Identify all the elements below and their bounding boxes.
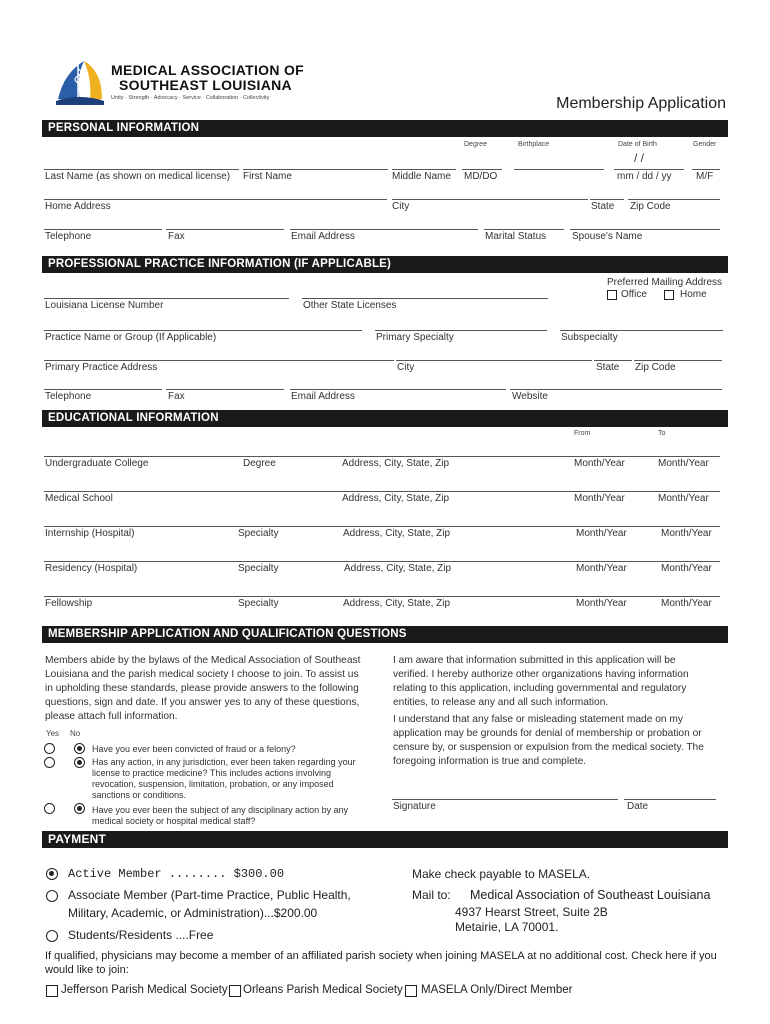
yes-label: Yes [46, 729, 60, 738]
section-bar-professional: PROFESSIONAL PRACTICE INFORMATION (IF APPLICABLE) [42, 256, 728, 273]
dob-format-label: mm / dd / yy [617, 171, 672, 182]
edu-from-month-label: Month/Year [574, 493, 625, 504]
students-radio[interactable] [46, 930, 58, 942]
practice-zip-line[interactable] [634, 360, 722, 361]
edu-to-month-label: Month/Year [661, 528, 712, 539]
understand-statement: I understand that any false or misleading statement made on my application may be grounds for denial of membership or probation or censure by, or suspension or expulsion from the medical society. The foregoing information is true and complete. [393, 714, 704, 767]
edu-line[interactable] [44, 526, 720, 527]
dob-separator: / / [634, 151, 645, 165]
home-email-line[interactable] [290, 229, 478, 230]
practice-zip-label: Zip Code [635, 362, 676, 373]
mail-to-label: Mail to: [412, 888, 451, 902]
middle-name-line[interactable] [392, 169, 456, 170]
practice-name-line[interactable] [44, 330, 362, 331]
practice-email-line[interactable] [290, 389, 506, 390]
active-member-radio[interactable] [46, 868, 58, 880]
degree-line[interactable] [462, 169, 502, 170]
other-licenses-line[interactable] [302, 298, 548, 299]
orleans-checkbox[interactable] [229, 985, 241, 997]
practice-fax-line[interactable] [166, 389, 284, 390]
first-name-line[interactable] [243, 169, 388, 170]
no-label: No [70, 729, 81, 738]
signature-label: Signature [393, 801, 436, 812]
practice-address-line[interactable] [44, 360, 394, 361]
practice-state-label: State [596, 362, 620, 373]
edu-row-label: Residency (Hospital) [45, 563, 138, 574]
edu-address-label: Address, City, State, Zip [342, 458, 450, 469]
section-bar-education: EDUCATIONAL INFORMATION [42, 410, 728, 427]
org-name-line1: MEDICAL ASSOCIATION OF [111, 62, 305, 78]
date-line[interactable] [624, 799, 716, 800]
dob-label: Date of Birth [618, 141, 657, 148]
edu-to-month-label: Month/Year [661, 598, 712, 609]
associate-member-radio[interactable] [46, 890, 58, 902]
students-option: Students/Residents ....Free [68, 928, 214, 942]
home-zip-label: Zip Code [630, 201, 671, 212]
degree-label: Degree [464, 141, 487, 148]
aware-statement: I am aware that information submitted in this application will be verified. I hereby authorize other organizations having information relating to this application, including governmental and regulatory entities, to release any and all such information. [393, 655, 689, 708]
home-address-line[interactable] [44, 199, 387, 200]
q3-no-radio[interactable] [74, 803, 85, 814]
orleans-label: Orleans Parish Medical Society [243, 984, 403, 996]
birthplace-label: Birthplace [518, 141, 550, 148]
edu-line[interactable] [44, 456, 720, 457]
home-address-label: Home Address [45, 201, 111, 212]
practice-address-label: Primary Practice Address [45, 362, 158, 373]
preferred-mailing-label: Preferred Mailing Address [607, 277, 723, 288]
q1-no-radio[interactable] [74, 743, 85, 754]
license-line[interactable] [44, 298, 289, 299]
marital-line[interactable] [484, 229, 564, 230]
subspecialty-label: Subspecialty [561, 332, 618, 343]
mail-org-name: Medical Association of Southeast Louisiana [470, 888, 711, 902]
q3-yes-radio[interactable] [44, 803, 55, 814]
masela-checkbox[interactable] [405, 985, 417, 997]
first-name-label: First Name [243, 171, 292, 182]
practice-city-label: City [397, 362, 415, 373]
website-line[interactable] [510, 389, 722, 390]
edu-row-label: Internship (Hospital) [45, 528, 135, 539]
logo-emblem-icon [54, 55, 106, 107]
question-3: Have you ever been the subject of any disciplinary action by any medical society or hospital medical staff? [92, 805, 349, 826]
website-label: Website [512, 391, 548, 402]
practice-city-line[interactable] [396, 360, 592, 361]
mddo-label: MD/DO [464, 171, 498, 182]
gender-label: Gender [693, 141, 717, 148]
edu-line[interactable] [44, 596, 720, 597]
practice-fax-label: Fax [168, 391, 185, 402]
logo [54, 55, 106, 107]
home-city-label: City [392, 201, 410, 212]
parish-note: If qualified, physicians may become a member of an affiliated parish society when joining MASELA at no additional cost. Check here if you would like to join: [45, 950, 717, 976]
jefferson-checkbox[interactable] [46, 985, 58, 997]
questions-intro: Members abide by the bylaws of the Medical Association of Southeast Louisiana and the parish medical society I choose to join. To assist us in upholding these standards, please provide answers to the following questions, sign and date. If you answer yes to any of these questions, please attach full information. [45, 655, 361, 722]
marital-label: Marital Status [485, 231, 547, 242]
home-email-label: Email Address [291, 231, 355, 242]
edu-row-label: Medical School [45, 493, 113, 504]
mailing-home-checkbox[interactable] [664, 290, 674, 300]
home-zip-line[interactable] [628, 199, 720, 200]
section-bar-personal: PERSONAL INFORMATION [42, 120, 728, 137]
edu-address-label: Address, City, State, Zip [344, 563, 452, 574]
date-label: Date [627, 801, 649, 812]
payable-note: Make check payable to MASELA. [412, 867, 591, 881]
edu-to-month-label: Month/Year [658, 458, 709, 469]
question-1: Have you ever been convicted of fraud or a felony? [92, 744, 296, 754]
edu-specialty-label: Specialty [238, 598, 279, 609]
edu-specialty-label: Specialty [238, 563, 279, 574]
q1-yes-radio[interactable] [44, 743, 55, 754]
mail-city: Metairie, LA 70001. [455, 920, 559, 934]
mf-label: M/F [696, 171, 714, 182]
edu-from-month-label: Month/Year [576, 528, 627, 539]
practice-telephone-label: Telephone [45, 391, 92, 402]
edu-from-label: From [574, 430, 591, 437]
spouse-label: Spouse's Name [572, 231, 643, 242]
edu-row-label: Undergraduate College [45, 458, 149, 469]
home-state-label: State [591, 201, 615, 212]
edu-from-month-label: Month/Year [576, 598, 627, 609]
edu-line[interactable] [44, 491, 720, 492]
home-telephone-label: Telephone [45, 231, 92, 242]
birthplace-line[interactable] [514, 169, 604, 170]
home-fax-line[interactable] [166, 229, 284, 230]
edu-degree-label: Degree [243, 458, 276, 469]
practice-telephone-line[interactable] [44, 389, 162, 390]
dob-line[interactable] [614, 169, 684, 170]
home-city-line[interactable] [392, 199, 588, 200]
mailing-office-label: Office [621, 289, 647, 300]
edu-address-label: Address, City, State, Zip [343, 528, 451, 539]
middle-name-label: Middle Name [392, 171, 451, 182]
masela-label: MASELA Only/Direct Member [421, 984, 573, 996]
primary-specialty-label: Primary Specialty [376, 332, 454, 343]
other-licenses-label: Other State Licenses [303, 300, 397, 311]
edu-to-month-label: Month/Year [658, 493, 709, 504]
last-name-line[interactable] [44, 169, 239, 170]
mailing-office-checkbox[interactable] [607, 290, 617, 300]
primary-specialty-line[interactable] [375, 330, 547, 331]
form-title: Membership Application [556, 95, 726, 112]
practice-email-label: Email Address [291, 391, 355, 402]
edu-from-month-label: Month/Year [574, 458, 625, 469]
mail-street: 4937 Hearst Street, Suite 2B [455, 905, 608, 919]
edu-address-label: Address, City, State, Zip [342, 493, 450, 504]
section-bar-payment: PAYMENT [42, 831, 728, 848]
home-fax-label: Fax [168, 231, 185, 242]
practice-name-label: Practice Name or Group (If Applicable) [45, 332, 217, 343]
jefferson-label: Jefferson Parish Medical Society [61, 984, 228, 996]
section-bar-questions: MEMBERSHIP APPLICATION AND QUALIFICATION QUESTIONS [42, 626, 728, 643]
home-telephone-line[interactable] [44, 229, 162, 230]
edu-specialty-label: Specialty [238, 528, 279, 539]
q2-no-radio[interactable] [74, 757, 85, 768]
edu-line[interactable] [44, 561, 720, 562]
last-name-label: Last Name (as shown on medical license) [45, 171, 231, 182]
mailing-home-label: Home [680, 289, 707, 300]
license-label: Louisiana License Number [45, 300, 164, 311]
practice-state-line[interactable] [594, 360, 632, 361]
home-state-line[interactable] [590, 199, 624, 200]
edu-from-month-label: Month/Year [576, 563, 627, 574]
org-name-line2: SOUTHEAST LOUISIANA [119, 77, 292, 93]
edu-address-label: Address, City, State, Zip [343, 598, 451, 609]
edu-to-label: To [658, 430, 666, 437]
q2-yes-radio[interactable] [44, 757, 55, 768]
subspecialty-line[interactable] [560, 330, 723, 331]
signature-line[interactable] [392, 799, 618, 800]
gender-line[interactable] [692, 169, 720, 170]
associate-member-option: Associate Member (Part-time Practice, Public Health, Military, Academic, or Administration)...$200.00 [68, 888, 351, 920]
edu-to-month-label: Month/Year [661, 563, 712, 574]
active-member-option: Active Member ........ $300.00 [68, 867, 285, 881]
question-2: Has any action, in any jurisdiction, ever been taken regarding your license to practice medicine? This includes actions involving revocation, suspension, limitation, probation, or any imposed sanctions or conditions. [92, 757, 356, 800]
spouse-line[interactable] [570, 229, 720, 230]
edu-row-label: Fellowship [45, 598, 93, 609]
org-tagline: Unity · Strength · Advocacy · Service · Collaboration · Collectivity [111, 95, 270, 101]
